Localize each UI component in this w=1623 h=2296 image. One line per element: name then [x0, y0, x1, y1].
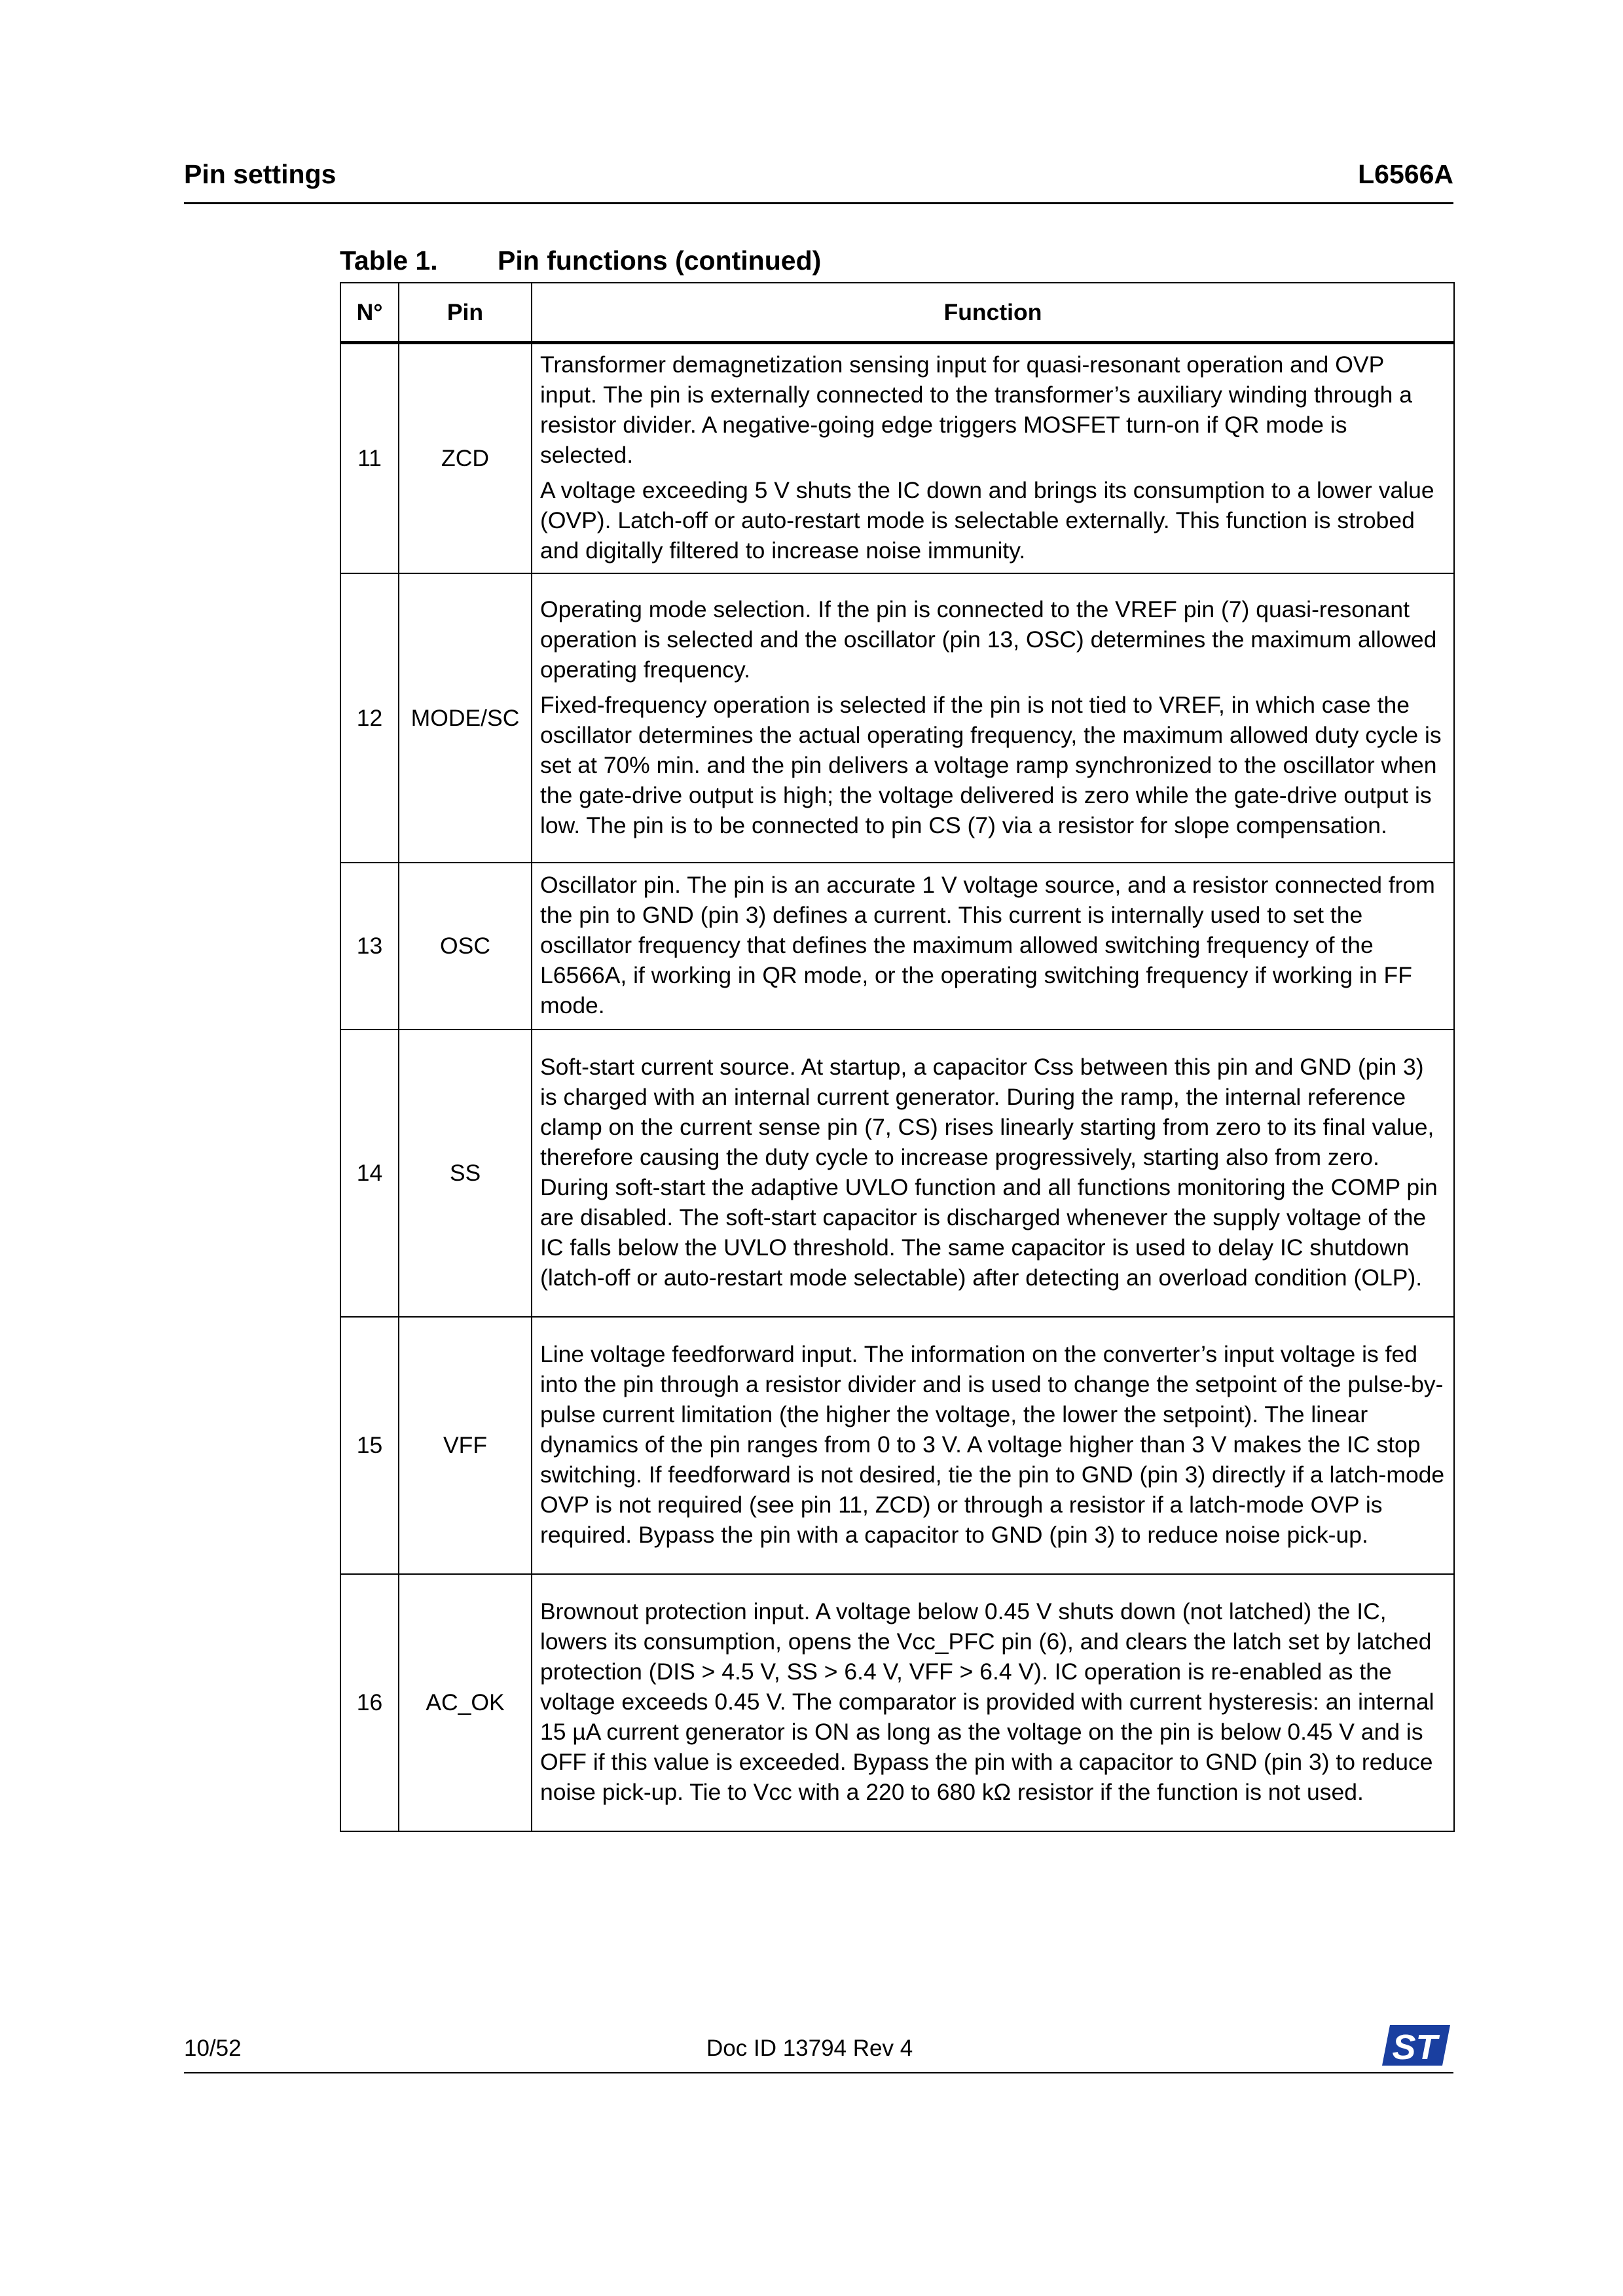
table-header-row: [340, 283, 1454, 343]
table-title: Pin functions (continued): [498, 245, 822, 276]
function-paragraph: Operating mode selection. If the pin is connected to the VREF pin (7) quasi-resonant operation is selected and the oscillator (pin 13, OSC) determines the maximum allowed operating frequency.: [540, 596, 1437, 683]
column-header-function: Function: [532, 283, 1454, 343]
footer-divider: [184, 2072, 1453, 2073]
table-label: Table 1.: [340, 245, 438, 276]
pin-function: [532, 1030, 1454, 1317]
pin-name: MODE/SC: [399, 573, 532, 863]
pin-number: 16: [340, 1574, 399, 1831]
pin-number: 11: [340, 343, 399, 573]
pin-number: 13: [340, 863, 399, 1030]
pin-name: AC_OK: [399, 1574, 532, 1831]
pin-name: ZCD: [399, 343, 532, 573]
section-title: Pin settings: [184, 159, 337, 189]
pin-function: [532, 863, 1454, 1030]
table-row: [340, 343, 1454, 573]
table-row: [340, 1030, 1454, 1317]
table-row: [340, 1317, 1454, 1574]
st-logo-icon: [1382, 2024, 1450, 2067]
table-row: [340, 1574, 1454, 1831]
function-paragraph: Oscillator pin. The pin is an accurate 1 V voltage source, and a resistor connected from the pin to GND (pin 3) defines a current. This current is internally used to set the oscillator frequency that defines the maximum allowed switching frequency of the L6566A, if working in QR mode, or the operating switching frequency if working in FF mode.: [540, 872, 1435, 1018]
function-paragraph: Line voltage feedforward input. The information on the converter’s input voltage is fed into the pin through a resistor divider and is used to change the setpoint of the pulse-by-pulse current limitation (the higher the voltage, the lower the setpoint). The linear dynamics of the pin ranges from 0 to 3 V. A voltage higher than 3 V makes the IC stop switching. If feedforward is not desired, tie the pin to GND (pin 3) directly if a latch-mode OVP is not required (see pin 11, ZCD) or through a resistor if a latch-mode OVP is required. Bypass the pin with a capacitor to GND (pin 3) to reduce noise pick-up.: [540, 1341, 1445, 1548]
pin-function: [532, 1317, 1454, 1574]
pin-number: 15: [340, 1317, 399, 1574]
pin-functions-table: [340, 282, 1455, 1832]
function-paragraph: A voltage exceeding 5 V shuts the IC down and brings its consumption to a lower value (OVP). Latch-off or auto-restart mode is selectable externally. This function is strobed and digitally filtered to increase noise immunity.: [540, 477, 1434, 564]
header-divider: [184, 202, 1453, 204]
logo-text: ST: [1392, 2028, 1438, 2067]
pin-function: [532, 573, 1454, 863]
part-number: L6566A: [1358, 159, 1453, 189]
pin-name: VFF: [399, 1317, 532, 1574]
column-header-number: N°: [340, 283, 399, 343]
page-number: 10/52: [184, 2036, 242, 2061]
pin-number: 12: [340, 573, 399, 863]
table-caption: [340, 245, 821, 276]
function-paragraph: Soft-start current source. At startup, a capacitor Css between this pin and GND (pin 3) is charged with an internal current generator. During the ramp, the internal reference clamp on the current sense pin (7, CS) rises linearly starting from zero to its final value, therefore causing the duty cycle to increase progressively, starting also from zero. During soft-start the adaptive UVLO function and all functions monitoring the COMP pin are disabled. The soft-start capacitor is discharged whenever the supply voltage of the IC falls below the UVLO threshold. The same capacitor is used to delay IC shutdown (latch-off or auto-restart mode selectable) after detecting an overload condition (OLP).: [540, 1054, 1438, 1291]
column-header-pin: Pin: [399, 283, 532, 343]
pin-name: OSC: [399, 863, 532, 1030]
document-id: Doc ID 13794 Rev 4: [706, 2036, 913, 2061]
pin-number: 14: [340, 1030, 399, 1317]
pin-function: [532, 1574, 1454, 1831]
pin-name: SS: [399, 1030, 532, 1317]
table-row: [340, 573, 1454, 863]
pin-function: [532, 343, 1454, 573]
function-paragraph: Fixed-frequency operation is selected if the pin is not tied to VREF, in which case the oscillator determines the actual operating frequency, the maximum allowed duty cycle is set at 70% min. and the pin delivers a voltage ramp synchronized to the oscillator when the gate-drive output is high; the voltage delivered is zero while the gate-drive output is low. The pin is to be connected to pin CS (7) via a resistor for slope compensation.: [540, 691, 1442, 838]
function-paragraph: Transformer demagnetization sensing input for quasi-resonant operation and OVP input. The pin is externally connected to the transformer’s auxiliary winding through a resistor divider. A negative-going edge triggers MOSFET turn-on if QR mode is selected.: [540, 351, 1412, 469]
function-paragraph: Brownout protection input. A voltage below 0.45 V shuts down (not latched) the IC, lowers its consumption, opens the Vcc_PFC pin (6), and clears the latch set by latched protection (DIS > 4.5 V, SS > 6.4 V, VFF > 6.4 V). IC operation is re-enabled as the voltage exceeds 0.45 V. The comparator is provided with current hysteresis: an internal 15 µA current generator is ON as long as the voltage on the pin is below 0.45 V and is OFF if this value is exceeded. Bypass the pin with a capacitor to GND (pin 3) to reduce noise pick-up. Tie to Vcc with a 220 to 680 kΩ resistor if the function is not used.: [540, 1598, 1434, 1805]
table-row: [340, 863, 1454, 1030]
